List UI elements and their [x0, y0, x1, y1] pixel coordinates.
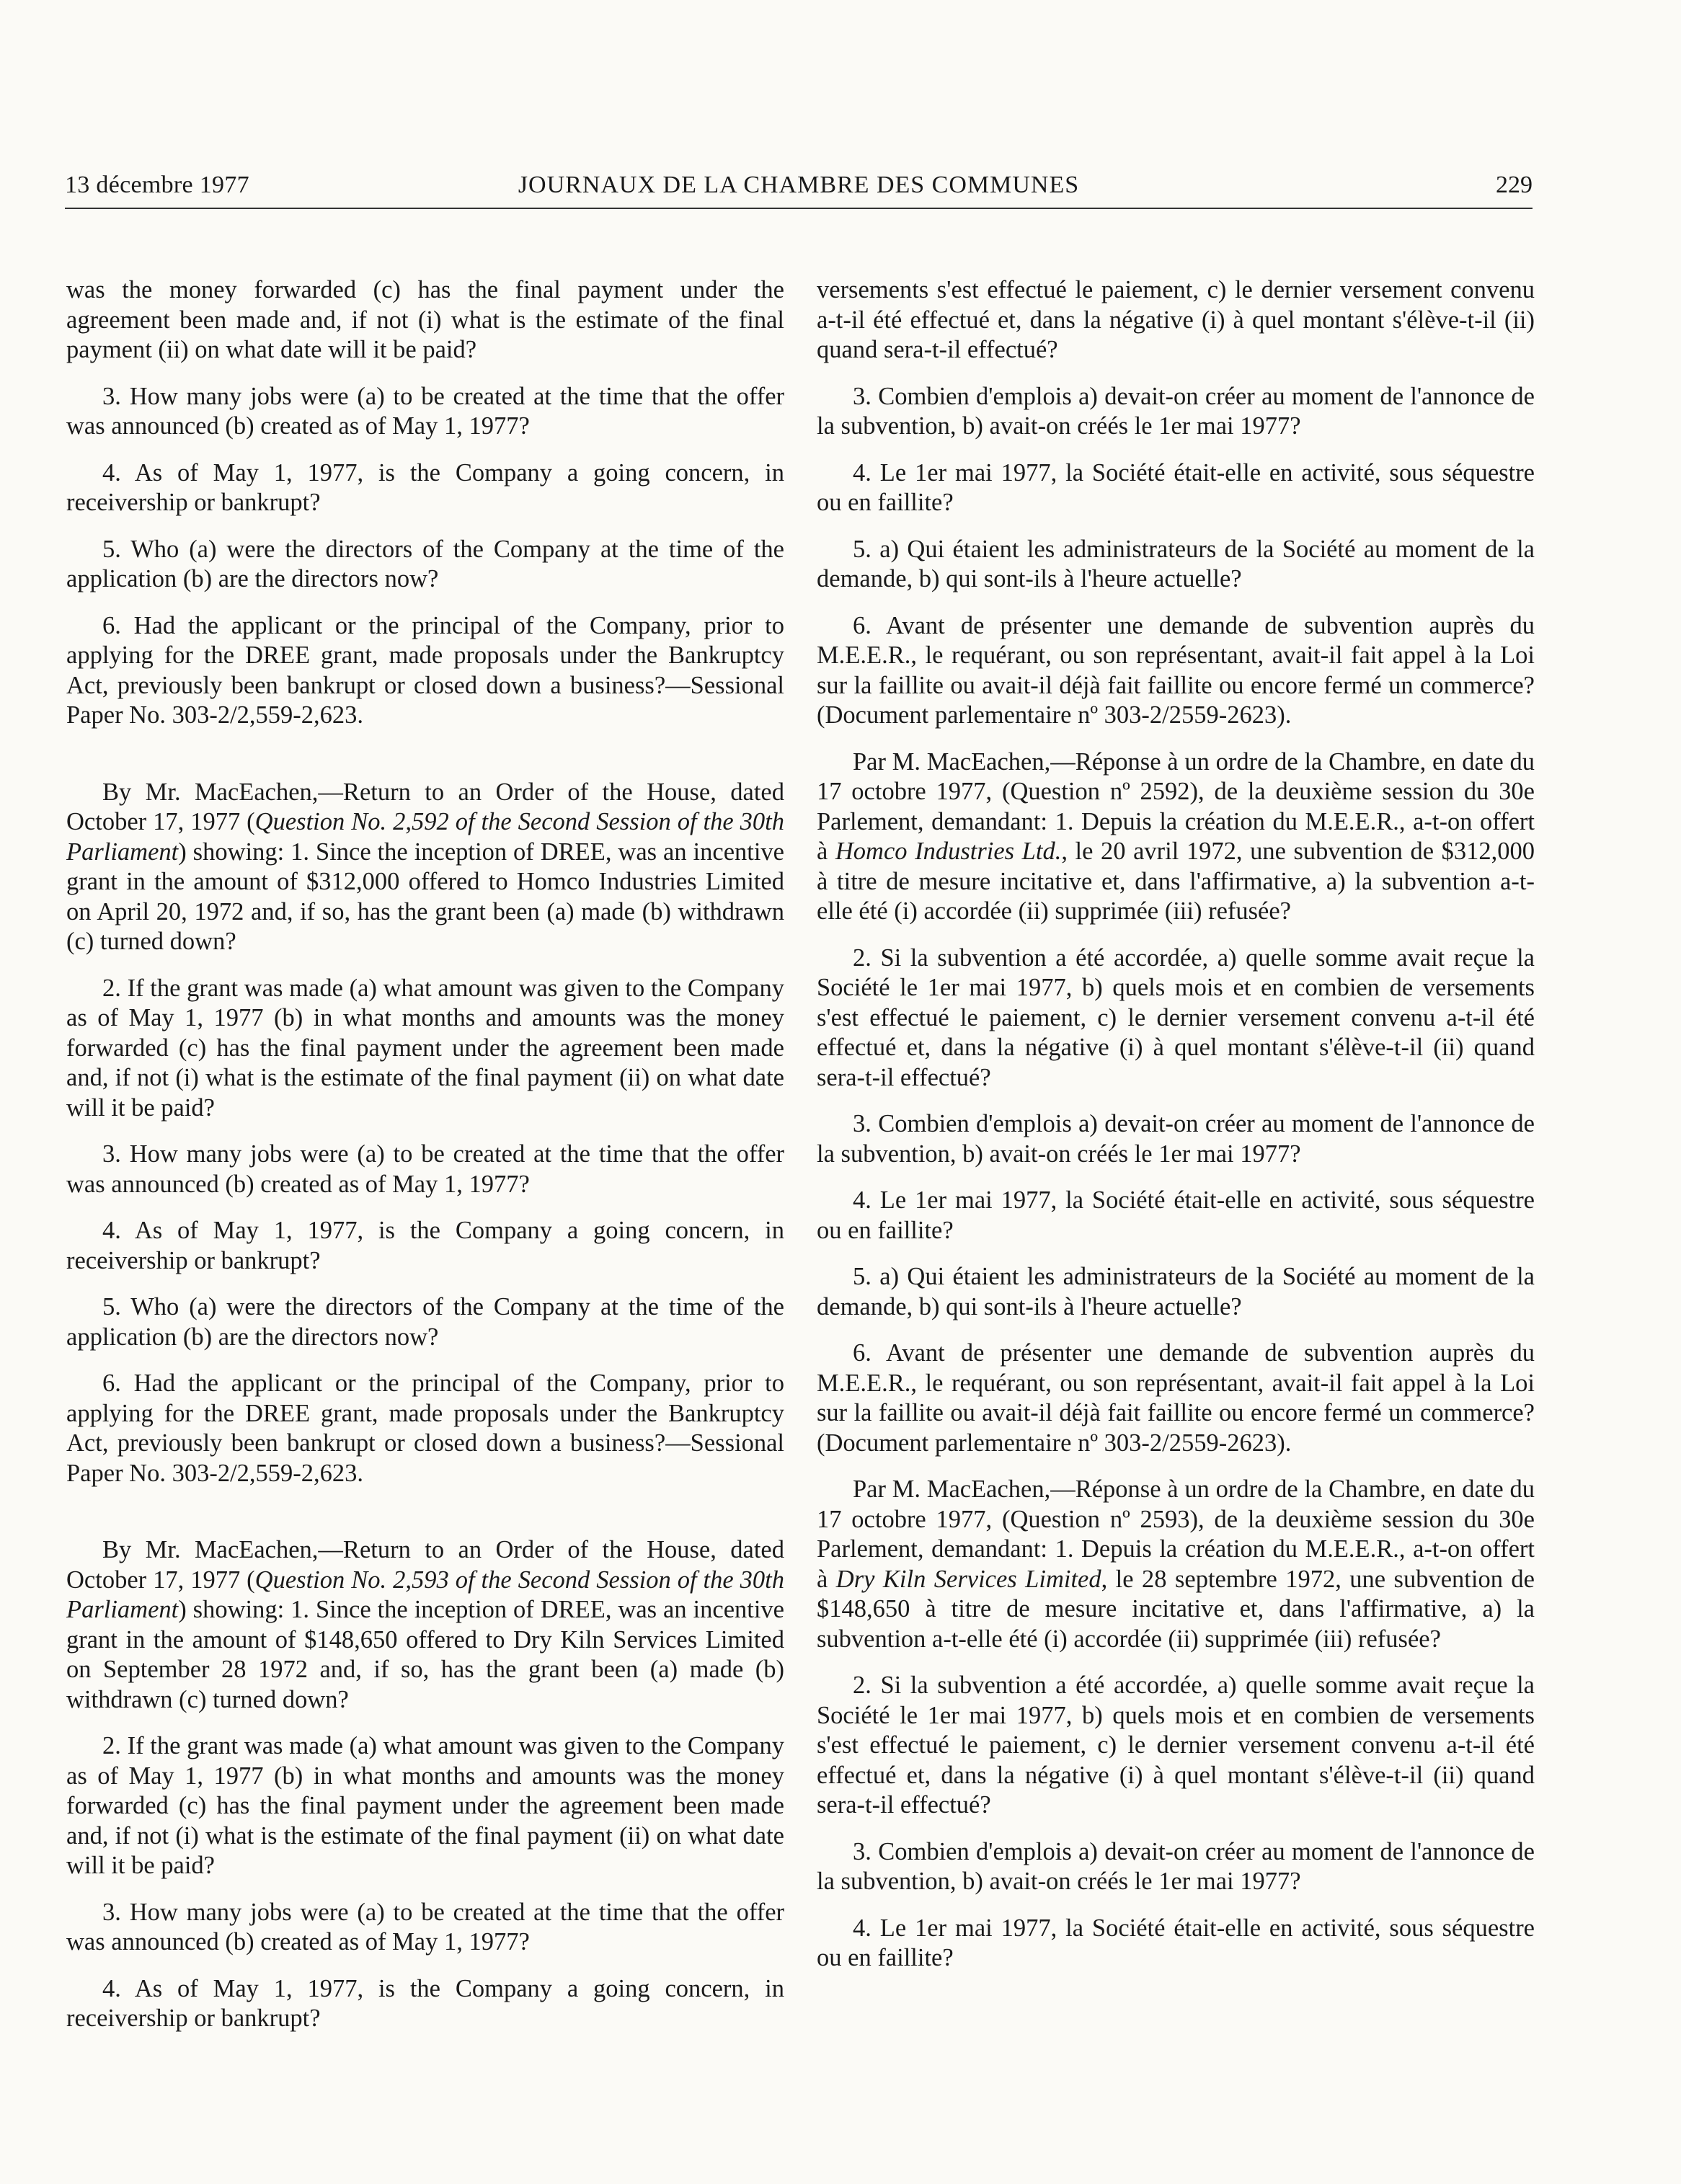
- paragraph: 6. Avant de présenter une demande de subvention auprès du M.E.E.R., le requérant, ou son représentant, avait-il fait appel à la Loi sur la faillite ou avait-il déjà fait faillite ou encore fermé un commerce? (Document parlementaire nº 303-2/2559-2623).: [817, 1339, 1535, 1457]
- paragraph: 5. Who (a) were the directors of the Company at the time of the application (b) are the directors now?: [66, 535, 784, 592]
- paragraph: 4. As of May 1, 1977, is the Company a going concern, in receivership or bankrupt?: [66, 458, 784, 516]
- paragraph: 2. If the grant was made (a) what amount was given to the Company as of May 1, 1977 (b) in what months and amounts was the money forwarded (c) has the final payment under the agreement been made and, if not (i) what is the estimate of the final payment (ii) on what date will it be paid?: [66, 974, 784, 1122]
- page-header: [65, 167, 1533, 209]
- paragraph: 4. As of May 1, 1977, is the Company a going concern, in receivership or bankrupt?: [66, 1217, 784, 1274]
- header-title: JOURNAUX DE LA CHAMBRE DES COMMUNES: [518, 172, 1080, 198]
- intro-text: By Mr. MacEachen,—Return to an Order of the House, dated October 17, 1977 (: [66, 1536, 784, 1594]
- paragraph: 6. Avant de présenter une demande de subvention auprès du M.E.E.R., le requérant, ou son représentant, avait-il fait appel à la Loi sur la faillite ou avait-il déjà fait faillite ou encore fermé un commerce? (Document parlementaire nº 303-2/2559-2623).: [817, 611, 1535, 729]
- paragraph: 4. Le 1er mai 1977, la Société était-elle en activité, sous séquestre ou en faillite?: [817, 1914, 1535, 1971]
- paragraph: 3. Combien d'emplois a) devait-on créer au moment de l'annonce de la subvention, b) avait-on créés le 1er mai 1977?: [817, 1837, 1535, 1895]
- paragraph: 6. Had the applicant or the principal of the Company, prior to applying for the DREE grant, made proposals under the Bankruptcy Act, previously been bankrupt or closed down a business?—Sessional Paper No. 303-2/2,559-2,623.: [66, 1370, 784, 1487]
- intro-italic-text: Question No. 2,593 of the Second Session of the 30th Parliament: [66, 1566, 784, 1623]
- return-intro-paragraph: [66, 778, 784, 957]
- paragraph: 3. How many jobs were (a) to be created at the time that the offer was announced (b) created as of May 1, 1977?: [66, 382, 784, 440]
- paragraph: 2. If the grant was made (a) what amount was given to the Company as of May 1, 1977 (b) in what months and amounts was the money forwarded (c) has the final payment under the agreement been made and, if not (i) what is the estimate of the final payment (ii) on what date will it be paid?: [66, 1732, 784, 1879]
- paragraph: 3. Combien d'emplois a) devait-on créer au moment de l'annonce de la subvention, b) avait-on créés le 1er mai 1977?: [817, 1110, 1535, 1168]
- intro-italic-text: Dry Kiln Services Limited: [835, 1565, 1101, 1593]
- header-date: 13 décembre 1977: [65, 172, 249, 198]
- intro-text: By Mr. MacEachen,—Return to an Order of the House, dated October 17, 1977 (: [66, 778, 784, 835]
- return-intro-paragraph: [817, 747, 1535, 927]
- paragraph: 6. Had the applicant or the principal of the Company, prior to applying for the DREE grant, made proposals under the Bankruptcy Act, previously been bankrupt or closed down a business?—Sessional Paper No. 303-2/2,559-2,623.: [66, 611, 784, 729]
- page-number: 229: [1496, 172, 1533, 198]
- paragraph: 3. How many jobs were (a) to be created at the time that the offer was announced (b) created as of May 1, 1977?: [66, 1898, 784, 1956]
- intro-text: Par M. MacEachen,—Réponse à un ordre de la Chambre, en date du 17 octobre 1977, (Question nº 2593), de la deuxième session du 30e Parlement, demandant: 1. Depuis la création du M.E.E.R., a-t-on offert à: [817, 1475, 1535, 1593]
- paragraph: 4. Le 1er mai 1977, la Société était-elle en activité, sous séquestre ou en faillite?: [817, 458, 1535, 516]
- intro-text: , le 20 avril 1972, une subvention de $312,000 à titre de mesure incitative et, dans l'affirmative, a) la subvention a-t-elle été (i) accordée (ii) supprimée (iii) refusée?: [817, 838, 1535, 925]
- paragraph: 5. a) Qui étaient les administrateurs de la Société au moment de la demande, b) qui sont-ils à l'heure actuelle?: [817, 535, 1535, 592]
- paragraph: 5. a) Qui étaient les administrateurs de la Société au moment de la demande, b) qui sont-ils à l'heure actuelle?: [817, 1263, 1535, 1320]
- paragraph: 4. As of May 1, 1977, is the Company a going concern, in receivership or bankrupt?: [66, 1974, 784, 2032]
- intro-italic-text: Question No. 2,592 of the Second Session of the 30th Parliament: [66, 808, 784, 866]
- english-column: [66, 275, 784, 2051]
- intro-text: ) showing: 1. Since the inception of DREE, was an incentive grant in the amount of $312,000 offered to Homco Industries Limited on April 20, 1972 and, if so, has the grant been (a) made (b) withdrawn (c) turned down?: [66, 838, 784, 955]
- paragraph: versements s'est effectué le paiement, c) le dernier versement convenu a-t-il été effectué et, dans la négative (i) à quel montant s'élève-t-il (ii) quand sera-t-il effectué?: [817, 276, 1535, 363]
- paragraph: 5. Who (a) were the directors of the Company at the time of the application (b) are the directors now?: [66, 1293, 784, 1351]
- paragraph: 2. Si la subvention a été accordée, a) quelle somme avait reçue la Société le 1er mai 1977, b) quels mois et en combien de versements s'est effectué le paiement, c) le dernier versement convenu a-t-il été effectué et, dans la négative (i) à quel montant s'élève-t-il (ii) quand sera-t-il effectué?: [817, 1672, 1535, 1819]
- intro-text: Par M. MacEachen,—Réponse à un ordre de la Chambre, en date du 17 octobre 1977, (Question nº 2592), de la deuxième session du 30e Parlement, demandant: 1. Depuis la création du M.E.E.R., a-t-on offert à: [817, 747, 1535, 865]
- paragraph: 3. Combien d'emplois a) devait-on créer au moment de l'annonce de la subvention, b) avait-on créés le 1er mai 1977?: [817, 382, 1535, 440]
- paragraph: was the money forwarded (c) has the final payment under the agreement been made and, if not (i) what is the estimate of the final payment (ii) on what date will it be paid?: [66, 276, 784, 363]
- intro-italic-text: Homco Industries Ltd.: [835, 838, 1062, 865]
- paragraph: 3. How many jobs were (a) to be created at the time that the offer was announced (b) created as of May 1, 1977?: [66, 1140, 784, 1198]
- intro-text: ) showing: 1. Since the inception of DREE, was an incentive grant in the amount of $148,650 offered to Dry Kiln Services Limited on September 28 1972 and, if so, has the grant been (a) made (b) withdrawn (c) turned down?: [66, 1596, 784, 1713]
- paragraph: 2. Si la subvention a été accordée, a) quelle somme avait reçue la Société le 1er mai 1977, b) quels mois et en combien de versements s'est effectué le paiement, c) le dernier versement convenu a-t-il été effectué et, dans la négative (i) à quel montant s'élève-t-il (ii) quand sera-t-il effectué?: [817, 944, 1535, 1091]
- return-intro-paragraph: [66, 1535, 784, 1715]
- french-column: [817, 275, 1535, 1990]
- return-intro-paragraph: [817, 1475, 1535, 1654]
- intro-text: , le 28 septembre 1972, une subvention de $148,650 à titre de mesure incitative et, dans l'affirmative, a) la subvention a-t-elle été (i) accordée (ii) supprimée (iii) refusée?: [817, 1565, 1535, 1653]
- paragraph: 4. Le 1er mai 1977, la Société était-elle en activité, sous séquestre ou en faillite?: [817, 1186, 1535, 1244]
